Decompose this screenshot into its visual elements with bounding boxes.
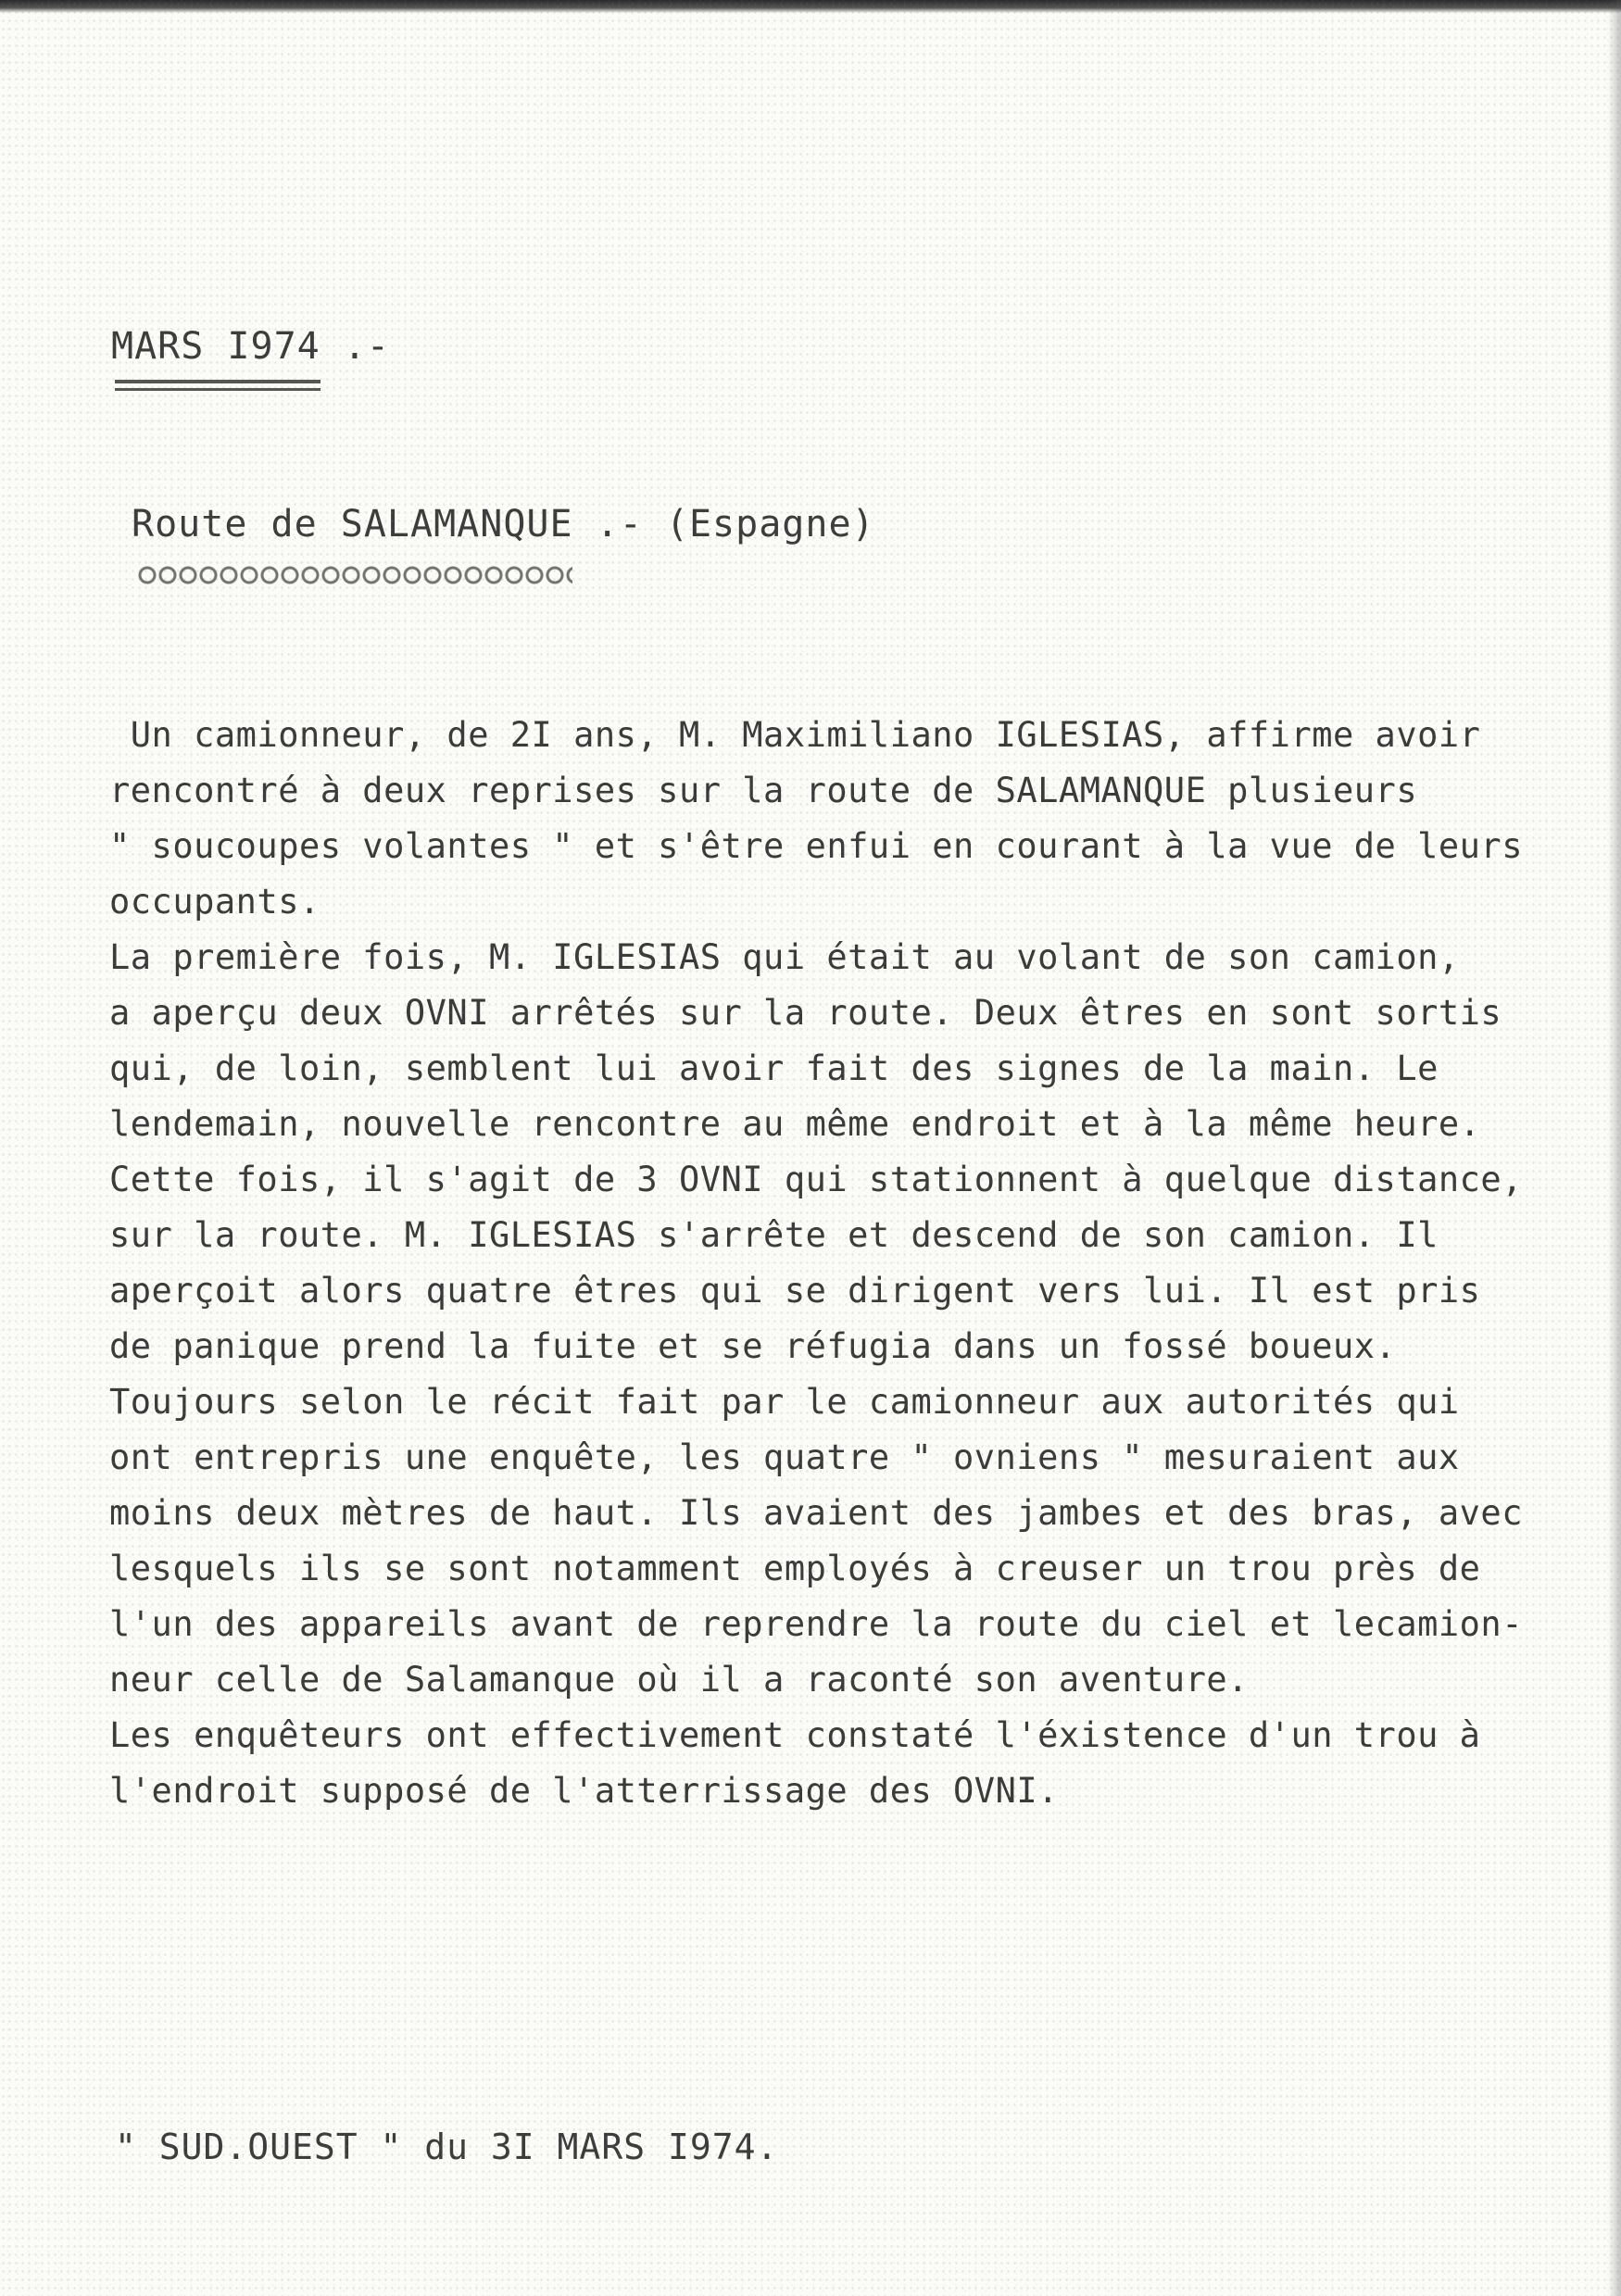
article-line: occupants. <box>109 882 320 922</box>
article-line: aperçoit alors quatre êtres qui se dirigent vers lui. Il est pris <box>109 1271 1481 1311</box>
article-line: neur celle de Salamanque où il a raconté son aventure. <box>109 1660 1249 1700</box>
article-body <box>109 708 1610 1819</box>
article-line: lendemain, nouvelle rencontre au même endroit et à la même heure. <box>109 1104 1481 1144</box>
article-line: qui, de loin, semblent lui avoir fait des signes de la main. Le <box>109 1048 1439 1088</box>
article-line: Un camionneur, de 2I ans, M. Maximiliano IGLESIAS, affirme avoir <box>109 715 1481 755</box>
page-right-shadow <box>1608 0 1621 2296</box>
article-line: l'un des appareils avant de reprendre la route du ciel et lecamion- <box>109 1604 1523 1644</box>
article-line: a aperçu deux OVNI arrêtés sur la route. Deux êtres en sont sortis <box>109 993 1502 1033</box>
source-citation: " SUD.OUEST " du 3I MARS I974. <box>115 2127 779 2167</box>
date-heading: MARS I974 .- <box>111 325 390 368</box>
article-line: Cette fois, il s'agit de 3 OVNI qui stationnent à quelque distance, <box>109 1160 1523 1199</box>
place-heading-circle-underline <box>137 561 572 589</box>
article-line: Toujours selon le récit fait par le camionneur aux autorités qui <box>109 1382 1460 1422</box>
article-line: La première fois, M. IGLESIAS qui était au volant de son camion, <box>109 937 1460 977</box>
article-line: ont entrepris une enquête, les quatre " ovniens " mesuraient aux <box>109 1437 1460 1477</box>
article-line: sur la route. M. IGLESIAS s'arrête et descend de son camion. Il <box>109 1215 1439 1255</box>
date-heading-double-underline <box>115 380 320 391</box>
article-line: l'endroit supposé de l'atterrissage des OVNI. <box>109 1771 1059 1811</box>
article-line: moins deux mètres de haut. Ils avaient des jambes et des bras, avec <box>109 1493 1523 1533</box>
article-line: de panique prend la fuite et se réfugia dans un fossé boueux. <box>109 1326 1397 1366</box>
article-line: Les enquêteurs ont effectivement constaté l'éxistence d'un trou à <box>109 1715 1481 1755</box>
article-line: " soucoupes volantes " et s'être enfui en courant à la vue de leurs <box>109 826 1523 866</box>
page-top-border <box>0 0 1621 13</box>
article-line: rencontré à deux reprises sur la route de SALAMANQUE plusieurs <box>109 771 1418 810</box>
place-heading: Route de SALAMANQUE .- (Espagne) <box>132 503 875 546</box>
article-line: lesquels ils se sont notamment employés à creuser un trou près de <box>109 1549 1481 1588</box>
